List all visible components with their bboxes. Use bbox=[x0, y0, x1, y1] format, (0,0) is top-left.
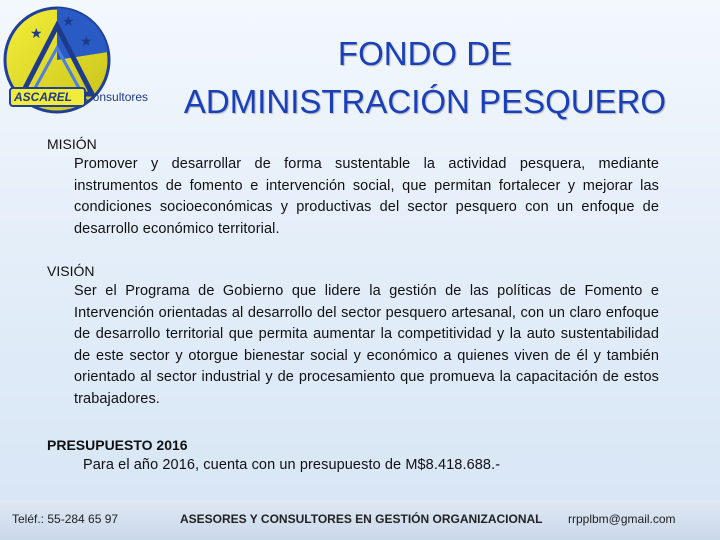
page-title bbox=[160, 30, 690, 126]
presupuesto-heading: PRESUPUESTO 2016 bbox=[47, 437, 188, 453]
footer-bar bbox=[0, 500, 720, 540]
svg-text:★: ★ bbox=[62, 14, 75, 30]
logo-suffix-text: Consultores bbox=[84, 90, 149, 104]
vision-text: Ser el Programa de Gobierno que lidere la gestión de las políticas de Fomento e Intervención orientadas al desarrollo del sector pesquero artesanal, con un claro enfoque de desarrollo territorial que permita aumentar la competitividad y la auto sustentabilidad de este sector y otorgue bienestar social y económico a quienes viven de él y también orientado al sector industrial y de procesamiento que promueva la capacitación de estos trabajadores. bbox=[74, 283, 659, 407]
svg-text:★: ★ bbox=[80, 34, 93, 50]
mision-section bbox=[47, 135, 659, 240]
mision-text: Promover y desarrollar de forma sustentable la actividad pesquera, mediante instrumentos de fomento e intervención social, que permitan fortalecer y mejorar las condiciones socioeconómicas y productivas del sector pesquero con un enfoque de desarrollo económico territorial. bbox=[74, 156, 659, 237]
vision-section bbox=[47, 262, 659, 410]
vision-heading: VISIÓN bbox=[47, 263, 95, 279]
footer-email: rrpplbm@gmail.com bbox=[568, 512, 676, 526]
footer-company: ASESORES Y CONSULTORES EN GESTIÓN ORGANIZACIONAL bbox=[180, 512, 543, 526]
logo-brand-text: ASCAREL bbox=[14, 90, 73, 104]
title-line-2: ADMINISTRACIÓN PESQUERO bbox=[183, 83, 667, 120]
mision-heading: MISIÓN bbox=[47, 136, 97, 152]
svg-text:★: ★ bbox=[30, 26, 43, 42]
presupuesto-text: Para el año 2016, cuenta con un presupuesto de M$8.418.688.- bbox=[83, 457, 501, 473]
title-line-1: FONDO DE bbox=[337, 35, 513, 72]
presupuesto-section bbox=[47, 436, 659, 477]
company-logo bbox=[2, 4, 152, 114]
footer-phone: Teléf.: 55-284 65 97 bbox=[12, 512, 119, 526]
